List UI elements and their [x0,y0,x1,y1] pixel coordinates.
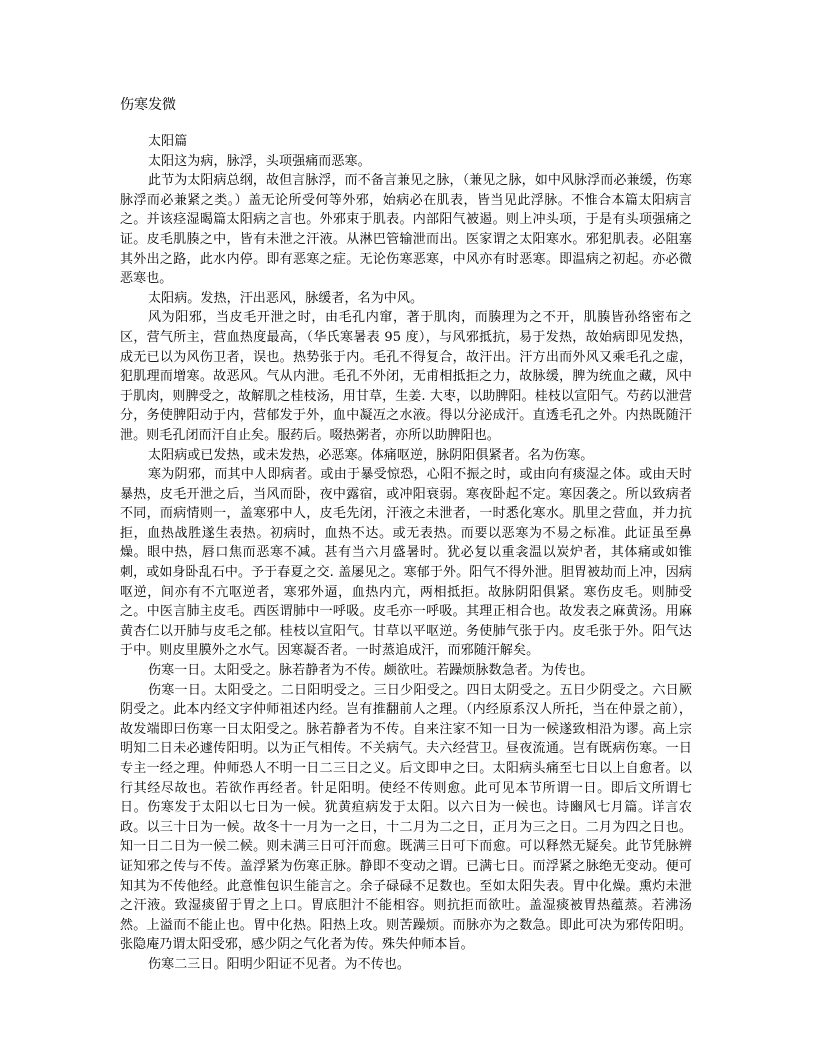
paragraph: 太阳这为病，脉浮，头项强痛而恶寒。 [148,153,371,169]
paragraph: 伤寒一日。太阳受之。脉若静者为不传。颇欲吐。若躁烦脉数急者。为传也。 [148,663,594,679]
paragraph: 伤寒二三日。阳明少阳证不见者。为不传也。 [148,956,411,972]
paragraph: 太阳病。发热，汗出恶风，脉缓者，名为中风。 [148,290,424,306]
paragraph: 此节为太阳病总纲，故但言脉浮，而不备言兼见之脉，（兼见之脉，如中风脉浮而必兼缓，伤寒脉浮而必兼紧之类。）盖无论所受何等外邪，始病必在肌表，皆当见此浮脉。不惟合本篇太阳病言之。并该痉湿暍篇太阳病之言也。外邪束于肌表。内部阳气被遏。则上冲头项，于是有头项强痛之证。皮毛肌腠之中，皆有未泄之汗液。从淋巴管输泄而出。医家谓之太阳寒水。邪犯肌表。必阻塞其外出之路，此水内停。即有恶寒之症。无论伤寒恶寒，中风亦有时恶寒。即温病之初起。亦必微恶寒也。 [120,173,692,287]
section-heading: 太阳篇 [148,134,188,149]
paragraph: 寒为阴邪，而其中人即病者。或由于暴受惊恐，心阳不振之时，或由向有痰湿之体。或由天时暴热，皮毛开泄之后，当风而卧，夜中露宿，或冲阳衰弱。寒夜卧起不定。寒因袭之。所以致病者不同，而病情则一，盖寒邪中人，皮毛先闭，汗液之未泄者，一时悉化寒水。肌里之营血，并力抗拒，血热战胜遂生表热。初病时，血热不达。或无表热。而要以恶寒为不易之标准。此证虽至鼻燥。眼中热，唇口焦而恶寒不减。甚有当六月盛暑时。犹必复以重衾温以炭炉者，其体痛或如锥刺，或如身卧乱石中。予于春夏之交. 盖屡见之。寒郁于外。阳气不得外泄。胆胃被劫而上冲，因病呕逆，间亦有不亢呕逆者，寒邪外逼，血热内亢，两相抵拒。故脉阴阳俱紧。寒伤皮毛。则肺受之。中医言肺主皮毛。西医谓肺中一呼吸。皮毛亦一呼吸。其理正相合也。故发表之麻黄汤。用麻黄杏仁以开肺与皮毛之郁。桂枝以宣阳气。甘草以平呕逆。务使肺气张于内。皮毛张于外。阳气达于中。则皮里膜外之水气。因寒凝否者。一时蒸追成汗，而邪随汗解矣。 [120,467,692,659]
paragraph: 太阳病或已发热，或未发热，必恶寒。体痛呕逆，脉阴阳俱紧者。名为伤寒。 [148,447,594,463]
document-title: 伤寒发微 [120,97,176,113]
paragraph: 风为阳邪，当皮毛开泄之时，由毛孔内窜，著于肌肉，而腠理为之不开，肌腠皆孙络密布之区，营气所主，营血热度最高，（华氏寒暑表 95 度），与风邪抵抗，易于发热，故始病即见发热，成无已以为风伤卫者，误也。热势张于内。毛孔不得复合，故汗出。汗方出而外风又乘毛孔之虚，犯肌理而增寒。故恶风。气从内泄。毛孔不外闭，无甫相抵拒之力，故脉缓，脾为统血之藏，风中于肌肉，则脾受之，故解肌之桂枝汤，用甘草，生姜. 大枣，以助脾阳。桂枝以宣阳气。芍药以泄营分，务使脾阳动于内，营郁发于外，血中凝冱之水液。得以分泌成汗。直透毛孔之外。内热既随汗泄。则毛孔闭而汗自止矣。服药后。啜热粥者，亦所以助脾阳也。 [120,310,692,443]
paragraph: 伤寒一日。太阳受之。二日阳明受之。三日少阳受之。四日太阴受之。五日少阴受之。六日厥阴受之。此本内经文字仲师祖述内经。岂有推翻前人之理。（内经原系汉人所托，当在仲景之前），故发端即曰伤寒一日太阳受之。脉若静者为不传。自来注家不知一日为一候遂致相沿为谬。高上宗明知二日未必遽传阳明。以为正气相传。不关病气。夫六经营卫。昼夜流通。岂有既病伤寒。一日专主一经之理。仲师恐人不明一日二三日之义。后文即申之曰。太阳病头痛至七日以上自愈者。以行其经尽故也。若欲作再经者。针足阳明。使经不传则愈。此可见本节所谓一日。即后文所谓七日。伤寒发于太阳以七日为一候。犹黄疸病发于太阳。以六日为一候也。诗豳风七月篇。详言农政。以三十日为一候。故冬十一月为一之日，十二月为二之日，正月为三之日。二月为四之日也。知一日二日为一候二候。则未满三日可汗而愈。既满三日可下而愈。可以释然无疑矣。此节凭脉辨证知邪之传与不传。盖浮紧为伤寒正脉。静即不变动之谓。已满七日。而浮紧之脉绝无变动。便可知其为不传他经。此意惟包识生能言之。余子碌碌不足数也。至如太阳失表。胃中化燥。熏灼未泄之汗液。致湿痰留于胃之上口。胃底胆汁不能相容。则抗拒而欲吐。盖湿痰被胃热蕴蒸。若沸汤然。上溢而不能止也。胃中化热。阳热上攻。则苦躁烦。而脉亦为之数急。即此可决为邪传阳明。张隐庵乃谓太阳受邪，感少阴之气化者为传。殊失仲师本旨。 [120,682,692,953]
document-body [120,132,692,975]
